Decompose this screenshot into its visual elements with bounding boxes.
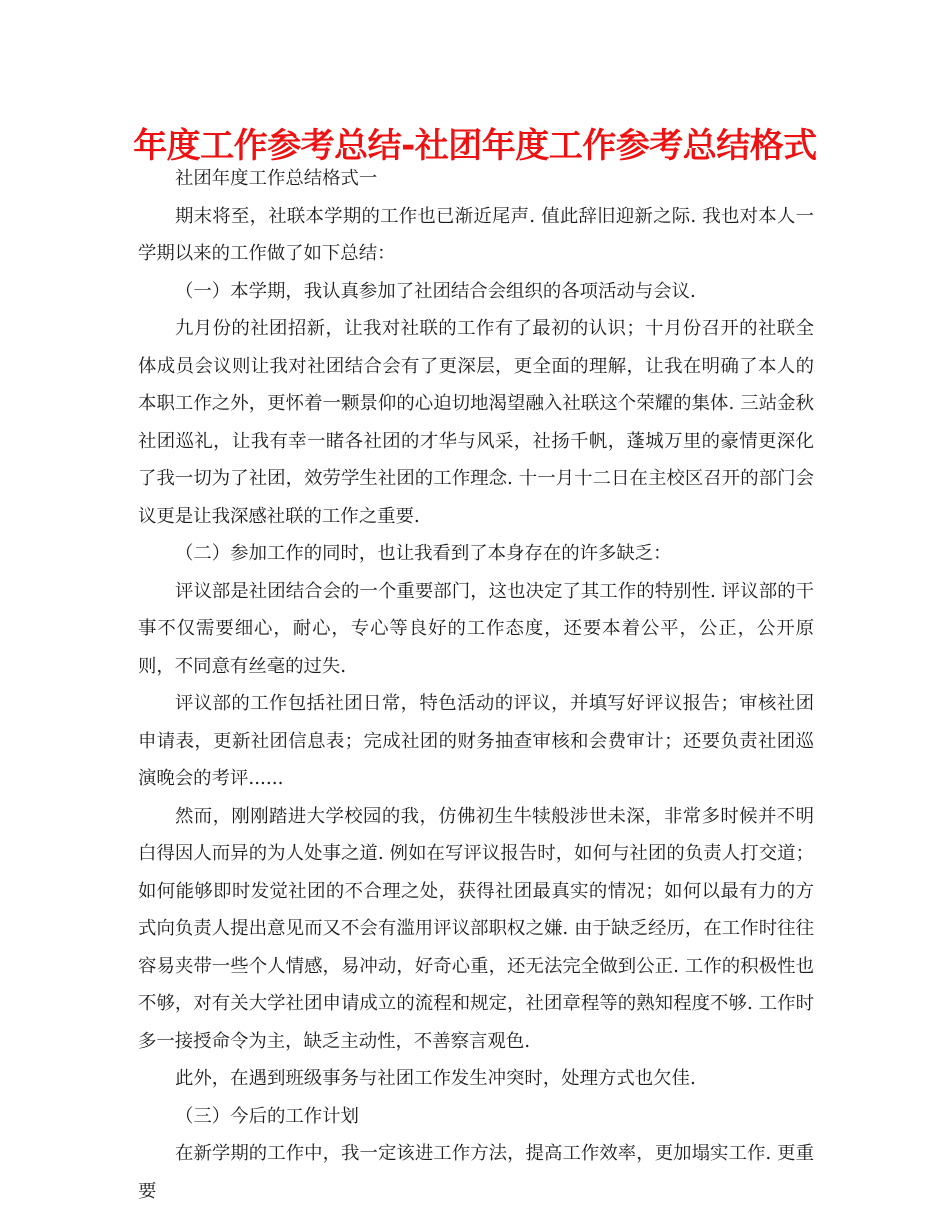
paragraph: 然而，刚刚踏进大学校园的我，仿佛初生牛犊般涉世未深，非常多时候并不明白得因人而异的为人处事之道. 例如在写评议报告时，如何与社团的负责人打交道；如何能够即时发觉社团的不合理之处，获得社团最真实的情况；如何以最有力的方式向负责人提出意见而又不会有滥用评议部职权之嫌. 由于缺乏经历，在工作时往往容易夹带一些个人情感，易冲动，好奇心重，还无法完全做到公正. 工作的积极性也不够，对有关大学社团申请成立的流程和规定，社团章程等的熟知程度不够. 工作时多一接授命令为主，缺乏主动性，不善察言观色. xyxy=(138,805,814,1052)
section-heading: 社团年度工作总结格式一 xyxy=(175,168,378,189)
paragraph: （二）参加工作的同时，也让我看到了本身存在的许多缺乏： xyxy=(175,543,672,564)
paragraph: 在新学期的工作中，我一定该进工作方法，提高工作效率，更加塌实工作. 更重要 xyxy=(138,1143,814,1202)
document-title: 年度工作参考总结-社团年度工作参考总结格式 xyxy=(133,126,817,166)
paragraph: 九月份的社团招新，让我对社联的工作有了最初的认识；十月份召开的社联全体成员会议则让我对社团结合会有了更深层，更全面的理解，让我在明确了本人的本职工作之外，更怀着一颗景仰的心迫切地渴望融入社联这个荣耀的集体. 三站金秋社团巡礼，让我有幸一睹各社团的才华与风采，社扬千帆，蓬城万里的豪情更深化了我一切为了社团，效劳学生社团的工作理念. 十一月十二日在主校区召开的部门会议更是让我深感社联的工作之重要. xyxy=(138,318,814,527)
paragraph: 此外，在遇到班级事务与社团工作发生冲突时，处理方式也欠佳. xyxy=(175,1068,696,1089)
paragraph: 评议部是社团结合会的一个重要部门，这也决定了其工作的特别性. 评议部的干事不仅需要细心，耐心，专心等良好的工作态度，还要本着公平，公正，公开原则，不同意有丝毫的过失. xyxy=(138,580,814,677)
paragraph: （三）今后的工作计划 xyxy=(175,1105,359,1127)
paragraph: （一）本学期，我认真参加了社团结合会组织的各项活动与会议. xyxy=(175,280,696,302)
document-body xyxy=(138,160,814,1210)
paragraph: 评议部的工作包括社团日常，特色活动的评议，并填写好评议报告；审核社团申请表，更新社团信息表；完成社团的财务抽查审核和会费审计；还要负责社团巡演晚会的考评...... xyxy=(138,693,814,789)
paragraph: 期末将至，社联本学期的工作也已渐近尾声. 值此辞旧迎新之际. 我也对本人一学期以来的工作做了如下总结： xyxy=(138,205,814,264)
